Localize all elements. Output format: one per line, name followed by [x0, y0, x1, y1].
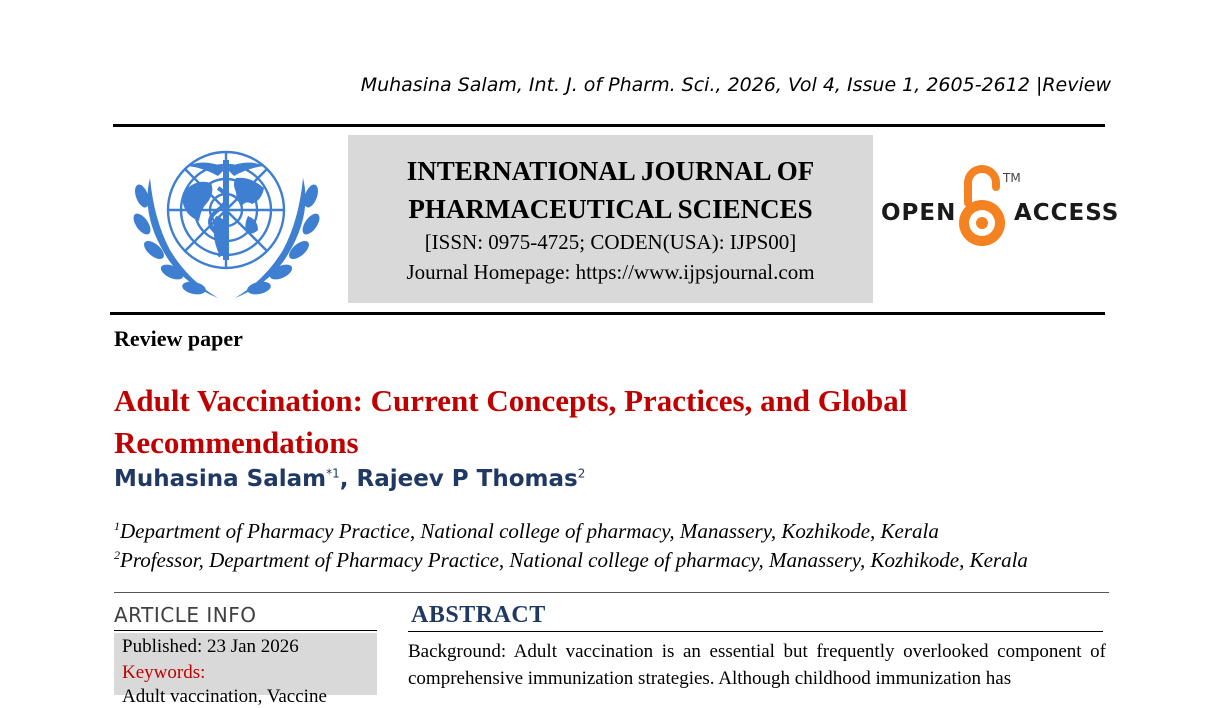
author-name: Muhasina Salam	[114, 466, 327, 492]
citation-header: Muhasina Salam, Int. J. of Pharm. Sci., 2026, Vol 4, Issue 1, 2605-2612 |Review	[360, 74, 1111, 96]
journal-issn: [ISSN: 0975-4725; CODEN(USA): IJPS00]	[424, 230, 797, 254]
journal-name-line1: INTERNATIONAL JOURNAL OF	[406, 156, 815, 186]
top-rule	[113, 124, 1105, 127]
open-access-word-open: OPEN	[881, 200, 957, 226]
author-list	[114, 466, 585, 492]
affiliation-mark: 2	[114, 548, 120, 562]
keywords-value: Adult vaccination, Vaccine	[122, 686, 327, 707]
author-separator: ,	[339, 466, 357, 492]
article-info-rule	[114, 630, 377, 631]
journal-banner	[348, 135, 873, 303]
published-date: Published: 23 Jan 2026	[122, 636, 299, 657]
open-access-word-access: ACCESS	[1014, 200, 1120, 226]
affiliation-text: Professor, Department of Pharmacy Practice, National college of pharmacy, Manassery, Kozhikode, Kerala	[120, 548, 1028, 572]
author-name: Rajeev P Thomas	[356, 466, 578, 492]
journal-homepage: Journal Homepage: https://www.ijpsjournal.com	[406, 260, 815, 284]
header-bottom-rule	[110, 312, 1105, 315]
keywords-label: Keywords:	[122, 662, 206, 683]
affiliation-rule	[114, 592, 1109, 593]
journal-name-line2: PHARMACEUTICAL SCIENCES	[408, 194, 813, 224]
affiliation-mark: 1	[114, 519, 120, 533]
affiliation-2	[114, 548, 1028, 573]
un-emblem-icon	[128, 138, 325, 308]
author-mark: 2	[577, 466, 586, 481]
affiliation-1	[114, 519, 939, 544]
abstract-text: Background: Adult vaccination is an essential but frequently overlooked component of comprehensive immunization strategies. Although childhood immunization has	[408, 641, 1106, 689]
abstract-heading: ABSTRACT	[411, 602, 546, 628]
article-info-heading: ARTICLE INFO	[114, 603, 257, 627]
paper-type: Review paper	[114, 326, 243, 351]
author-mark: *1	[326, 466, 340, 481]
open-access-tm: TM	[1003, 171, 1021, 185]
abstract-rule	[408, 631, 1103, 632]
affiliation-text: Department of Pharmacy Practice, National college of pharmacy, Manassery, Kozhikode, Kerala	[120, 519, 939, 543]
paper-title: Adult Vaccination: Current Concepts, Practices, and Global Recommendations	[114, 383, 908, 460]
